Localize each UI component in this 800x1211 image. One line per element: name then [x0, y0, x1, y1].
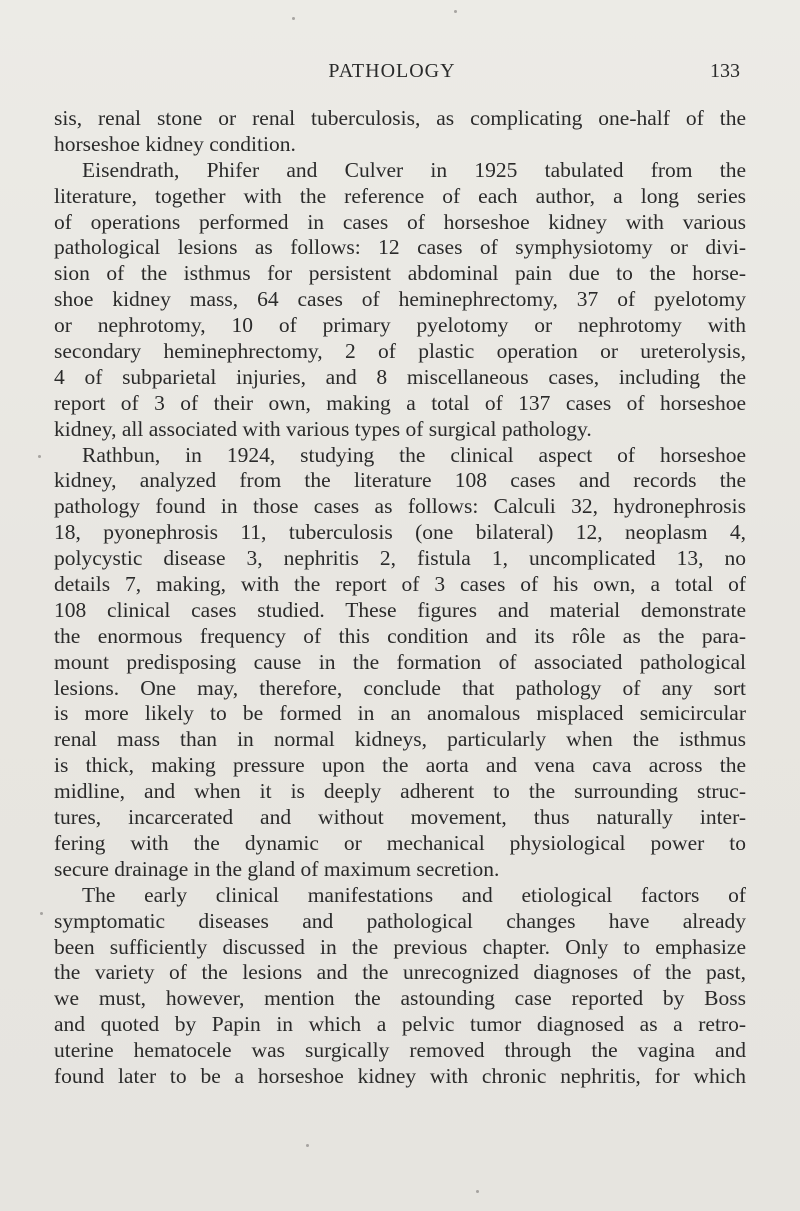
text-line: the variety of the lesions and the unrecognized diagnoses of the past,: [54, 960, 746, 985]
text-line: midline, and when it is deeply adherent to the surrounding struc-: [54, 779, 746, 804]
text-line: shoe kidney mass, 64 cases of heminephrectomy, 37 of pyelotomy: [54, 287, 746, 312]
text-line: 18, pyonephrosis 11, tuberculosis (one bilateral) 12, neoplasm 4,: [54, 520, 746, 545]
text-line: symptomatic diseases and pathological changes have already: [54, 908, 746, 933]
text-line: polycystic disease 3, nephritis 2, fistula 1, uncomplicated 13, no: [54, 546, 746, 571]
text-line: renal mass than in normal kidneys, particularly when the isthmus: [54, 727, 746, 752]
text-line: of operations performed in cases of horseshoe kidney with various: [54, 209, 746, 234]
paper-speck: [38, 455, 41, 458]
paper-speck: [454, 10, 457, 13]
running-title: PATHOLOGY: [328, 60, 456, 82]
text-line: mount predisposing cause in the formation of associated pathological: [54, 649, 746, 674]
text-line: sis, renal stone or renal tuberculosis, as complicating one-half of the: [54, 106, 746, 130]
text-line: the enormous frequency of this condition and its rôle as the para-: [54, 623, 746, 648]
paper-speck: [306, 1144, 309, 1147]
text-line: uterine hematocele was surgically removed through the vagina and: [54, 1038, 746, 1063]
text-line: Rathbun, in 1924, studying the clinical aspect of horseshoe: [82, 442, 746, 467]
text-line: literature, together with the reference of each author, a long series: [54, 183, 746, 208]
paragraph: [54, 883, 746, 1090]
text-line: secondary heminephrectomy, 2 of plastic operation or ureterolysis,: [54, 339, 746, 364]
body-text: [54, 106, 746, 1090]
text-line: is more likely to be formed in an anomalous misplaced semicircular: [54, 701, 746, 726]
text-line: report of 3 of their own, making a total of 137 cases of horseshoe: [54, 390, 746, 415]
paragraph: [54, 158, 746, 443]
text-line: The early clinical manifestations and etiological factors of: [82, 882, 746, 907]
text-line: Eisendrath, Phifer and Culver in 1925 tabulated from the: [82, 157, 746, 182]
paper-speck: [292, 17, 295, 20]
text-line: kidney, analyzed from the literature 108 cases and records the: [54, 468, 746, 493]
text-line: and quoted by Papin in which a pelvic tumor diagnosed as a retro-: [54, 1012, 746, 1037]
text-line: secure drainage in the gland of maximum secretion.: [54, 856, 500, 881]
text-line: is thick, making pressure upon the aorta and vena cava across the: [54, 753, 746, 778]
text-line: tures, incarcerated and without movement, thus naturally inter-: [54, 805, 746, 830]
text-line: pathology found in those cases as follows: Calculi 32, hydronephrosis: [54, 494, 746, 519]
text-line: 4 of subparietal injuries, and 8 miscellaneous cases, including the: [54, 364, 746, 389]
page-number: 133: [710, 60, 740, 82]
text-line: horseshoe kidney condition.: [54, 131, 296, 156]
text-line: found later to be a horseshoe kidney with chronic nephritis, for which: [54, 1063, 746, 1088]
text-line: details 7, making, with the report of 3 cases of his own, a total of: [54, 572, 746, 597]
paper-speck: [476, 1190, 479, 1193]
text-line: we must, however, mention the astounding case reported by Boss: [54, 986, 746, 1011]
text-line: lesions. One may, therefore, conclude that pathology of any sort: [54, 675, 746, 700]
text-line: kidney, all associated with various types of surgical pathology.: [54, 416, 592, 441]
text-line: sion of the isthmus for persistent abdominal pain due to the horse-: [54, 261, 746, 286]
text-line: been sufficiently discussed in the previous chapter. Only to emphasize: [54, 934, 746, 959]
text-line: or nephrotomy, 10 of primary pyelotomy or nephrotomy with: [54, 313, 746, 338]
text-line: fering with the dynamic or mechanical physiological power to: [54, 830, 746, 855]
text-line: 108 clinical cases studied. These figures and material demonstrate: [54, 597, 746, 622]
running-head: [0, 60, 800, 90]
paper-speck: [40, 912, 43, 915]
paragraph: [54, 443, 746, 883]
text-line: pathological lesions as follows: 12 cases of symphysiotomy or divi-: [54, 235, 746, 260]
paragraph: [54, 106, 746, 158]
